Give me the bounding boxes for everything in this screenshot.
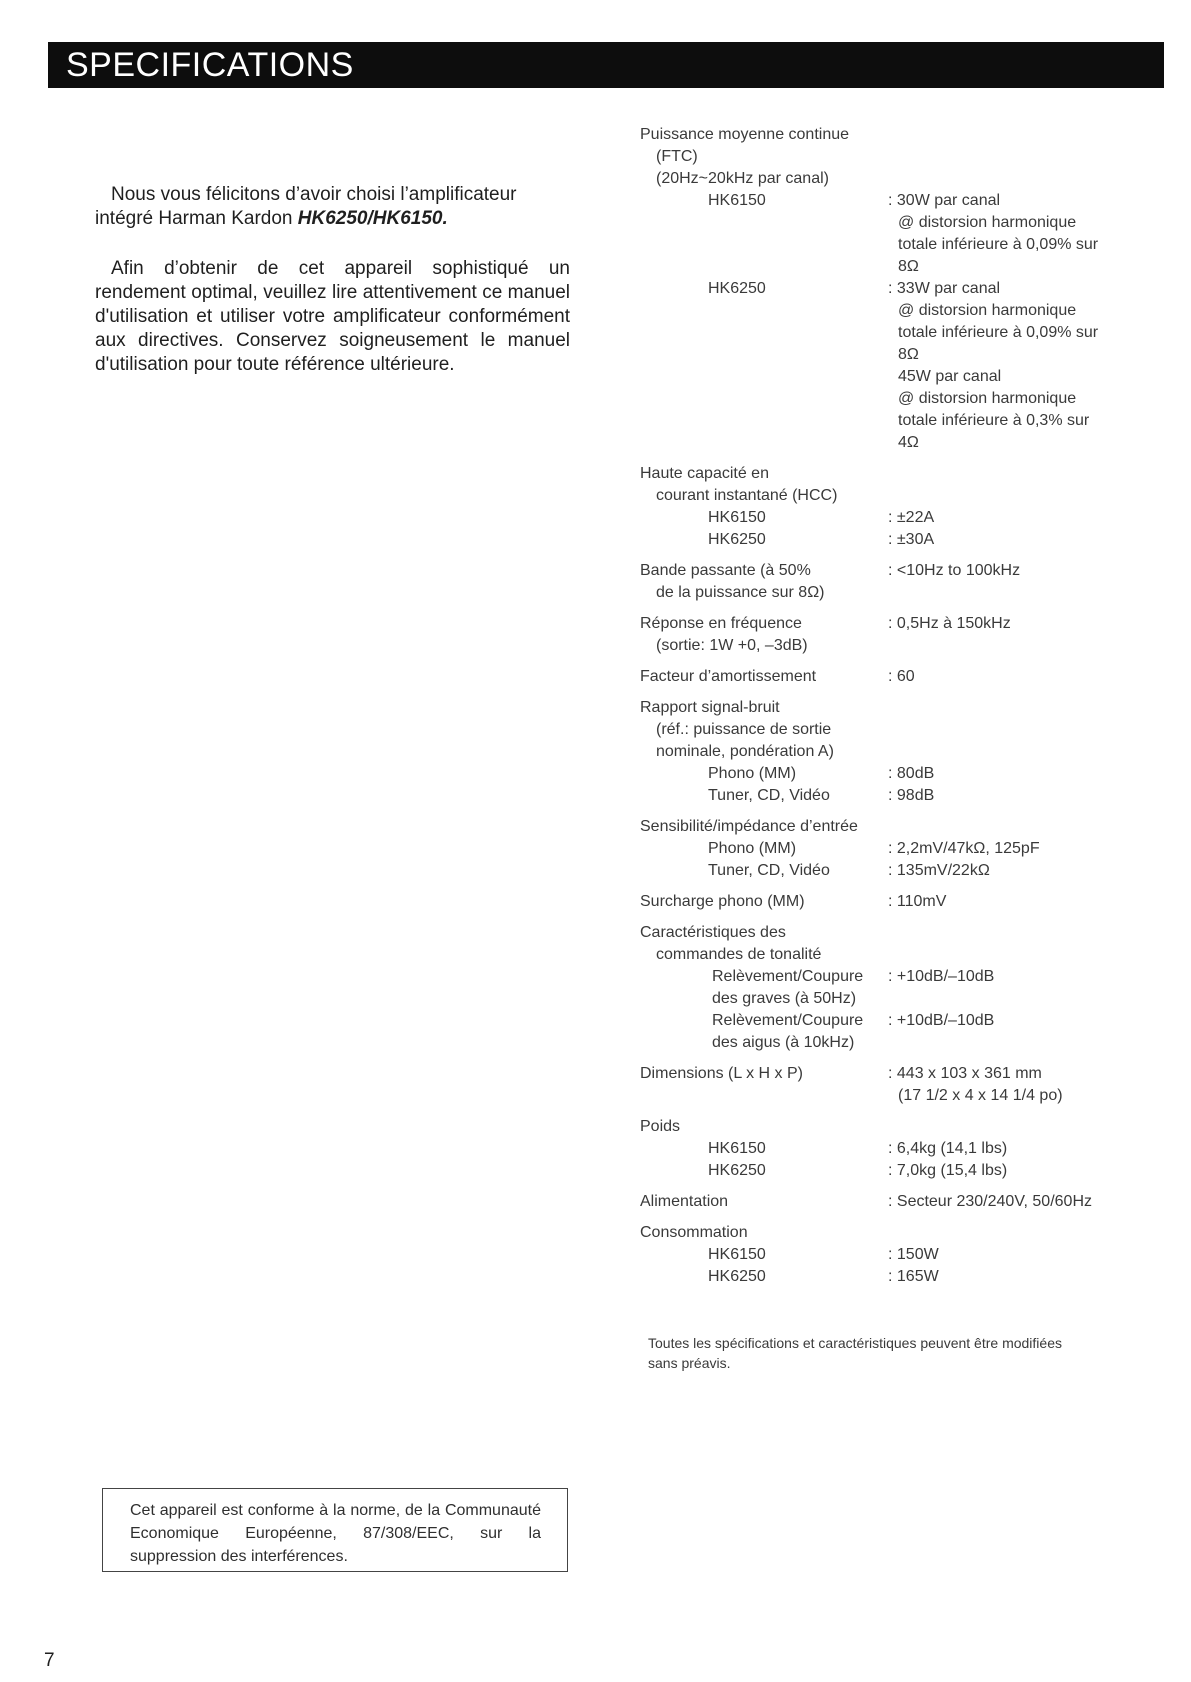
disclaimer-line: sans préavis.	[648, 1355, 731, 1371]
spec-value: totale inférieure à 0,09% sur	[898, 236, 1099, 253]
spec-consumption	[640, 1222, 1120, 1288]
spec-label: Consommation	[640, 1224, 748, 1241]
spec-sub-label: Tuner, CD, Vidéo	[708, 862, 830, 879]
spec-power-supply	[640, 1191, 1120, 1213]
spec-label: Bande passante (à 50%	[640, 562, 811, 579]
spec-value: : 165W	[888, 1268, 939, 1285]
cee-notice-text: Cet appareil est conforme à la norme, de la Communauté Economique Européenne, 87/308/EEC, sur la suppression des interférences.	[130, 1502, 541, 1565]
page-title: SPECIFICATIONS	[66, 46, 354, 84]
spec-value: : 0,5Hz à 150kHz	[888, 615, 1011, 632]
spec-value: : +10dB/–10dB	[888, 968, 995, 985]
spec-label: courant instantané (HCC)	[656, 487, 838, 504]
spec-weight	[640, 1116, 1120, 1182]
spec-value: : 443 x 103 x 361 mm	[888, 1065, 1042, 1082]
intro-paragraph-2	[95, 257, 570, 377]
spec-value: : 2,2mV/47kΩ, 125pF	[888, 840, 1040, 857]
spec-value: @ distorsion harmonique	[898, 302, 1077, 319]
spec-sub-label: des graves (à 50Hz)	[712, 990, 857, 1007]
spec-label: Réponse en fréquence	[640, 615, 802, 632]
cee-compliance-notice	[102, 1488, 568, 1572]
spec-value: : 33W par canal	[888, 280, 1001, 297]
intro-model-name: HK6250/HK6150.	[297, 208, 448, 229]
spec-sub-label: des aigus (à 10kHz)	[712, 1034, 855, 1051]
spec-damping	[640, 666, 1120, 688]
spec-value: : 30W par canal	[888, 192, 1001, 209]
spec-value: 4Ω	[898, 434, 919, 451]
spec-value: @ distorsion harmonique	[898, 390, 1077, 407]
spec-label: Poids	[640, 1118, 681, 1135]
spec-label: Caractéristiques des	[640, 924, 786, 941]
spec-value: 8Ω	[898, 346, 919, 363]
spec-model-label: HK6150	[708, 192, 766, 209]
spec-label: Alimentation	[640, 1193, 729, 1210]
spec-label: de la puissance sur 8Ω)	[656, 584, 825, 601]
intro-text-2: Afin d’obtenir de cet appareil sophistiqué un rendement optimal, veuillez lire attentivement ce manuel d'utilisation et utiliser votre amplificateur conformément aux directives. Conservez soigneusement le manuel d'utilisation pour toute référence ultérieure.	[95, 258, 570, 375]
spec-value: : 7,0kg (15,4 lbs)	[888, 1162, 1008, 1179]
spec-label: Sensibilité/impédance d’entrée	[640, 818, 858, 835]
spec-sub-label: Phono (MM)	[708, 765, 797, 782]
spec-sub-label: Relèvement/Coupure	[712, 968, 864, 985]
spec-model-label: HK6150	[708, 1140, 766, 1157]
spec-label: Rapport signal-bruit	[640, 699, 780, 716]
spec-value: : <10Hz to 100kHz	[888, 562, 1021, 579]
spec-label: Dimensions (L x H x P)	[640, 1065, 803, 1082]
spec-value: : ±22A	[888, 509, 935, 526]
disclaimer-line: Toutes les spécifications et caractéristiques peuvent être modifiées	[648, 1335, 1062, 1351]
spec-label: Facteur d’amortissement	[640, 668, 817, 685]
spec-value: totale inférieure à 0,09% sur	[898, 324, 1099, 341]
spec-model-label: HK6250	[708, 1268, 766, 1285]
spec-sub-label: Tuner, CD, Vidéo	[708, 787, 830, 804]
spec-dimensions	[640, 1063, 1120, 1107]
spec-value: : 135mV/22kΩ	[888, 862, 990, 879]
spec-snr	[640, 697, 1120, 807]
spec-label: Surcharge phono (MM)	[640, 893, 805, 910]
spec-value: totale inférieure à 0,3% sur	[898, 412, 1090, 429]
spec-value: 8Ω	[898, 258, 919, 275]
spec-label: (20Hz~20kHz par canal)	[656, 170, 829, 187]
spec-value: (17 1/2 x 4 x 14 1/4 po)	[898, 1087, 1063, 1104]
specifications-disclaimer	[648, 1333, 1128, 1373]
spec-sub-label: Phono (MM)	[708, 840, 797, 857]
spec-value: : 98dB	[888, 787, 935, 804]
intro-paragraph-1	[95, 183, 570, 231]
intro-text: Nous vous félicitons d’avoir choisi l’amplificateur intégré Harman Kardon	[95, 184, 517, 229]
spec-value: : 60	[888, 668, 915, 685]
spec-bandwidth	[640, 560, 1120, 604]
spec-label: nominale, pondération A)	[656, 743, 834, 760]
spec-label: (sortie: 1W +0, –3dB)	[656, 637, 808, 654]
spec-value: : 6,4kg (14,1 lbs)	[888, 1140, 1008, 1157]
spec-label: (réf.: puissance de sortie	[656, 721, 832, 738]
spec-value: : +10dB/–10dB	[888, 1012, 995, 1029]
spec-sensitivity	[640, 816, 1120, 882]
spec-ftc	[640, 124, 1120, 454]
spec-tone-controls	[640, 922, 1120, 1054]
spec-value: : Secteur 230/240V, 50/60Hz	[888, 1193, 1092, 1210]
page-number: 7	[44, 1650, 55, 1671]
spec-sub-label: Relèvement/Coupure	[712, 1012, 864, 1029]
spec-label: commandes de tonalité	[656, 946, 822, 963]
spec-model-label: HK6150	[708, 1246, 766, 1263]
spec-label: (FTC)	[656, 148, 698, 165]
spec-model-label: HK6250	[708, 280, 766, 297]
spec-frequency-response	[640, 613, 1120, 657]
spec-value: : ±30A	[888, 531, 935, 548]
spec-model-label: HK6150	[708, 509, 766, 526]
spec-label: Puissance moyenne continue	[640, 126, 850, 143]
header-bar	[48, 42, 1164, 88]
spec-value: : 80dB	[888, 765, 935, 782]
spec-value: : 150W	[888, 1246, 939, 1263]
spec-label: Haute capacité en	[640, 465, 769, 482]
spec-model-label: HK6250	[708, 531, 766, 548]
spec-value: : 110mV	[888, 893, 947, 910]
spec-value: @ distorsion harmonique	[898, 214, 1077, 231]
specifications-list	[640, 124, 1120, 1288]
spec-value: 45W par canal	[898, 368, 1002, 385]
spec-hcc	[640, 463, 1120, 551]
spec-model-label: HK6250	[708, 1162, 766, 1179]
spec-phono-overload	[640, 891, 1120, 913]
